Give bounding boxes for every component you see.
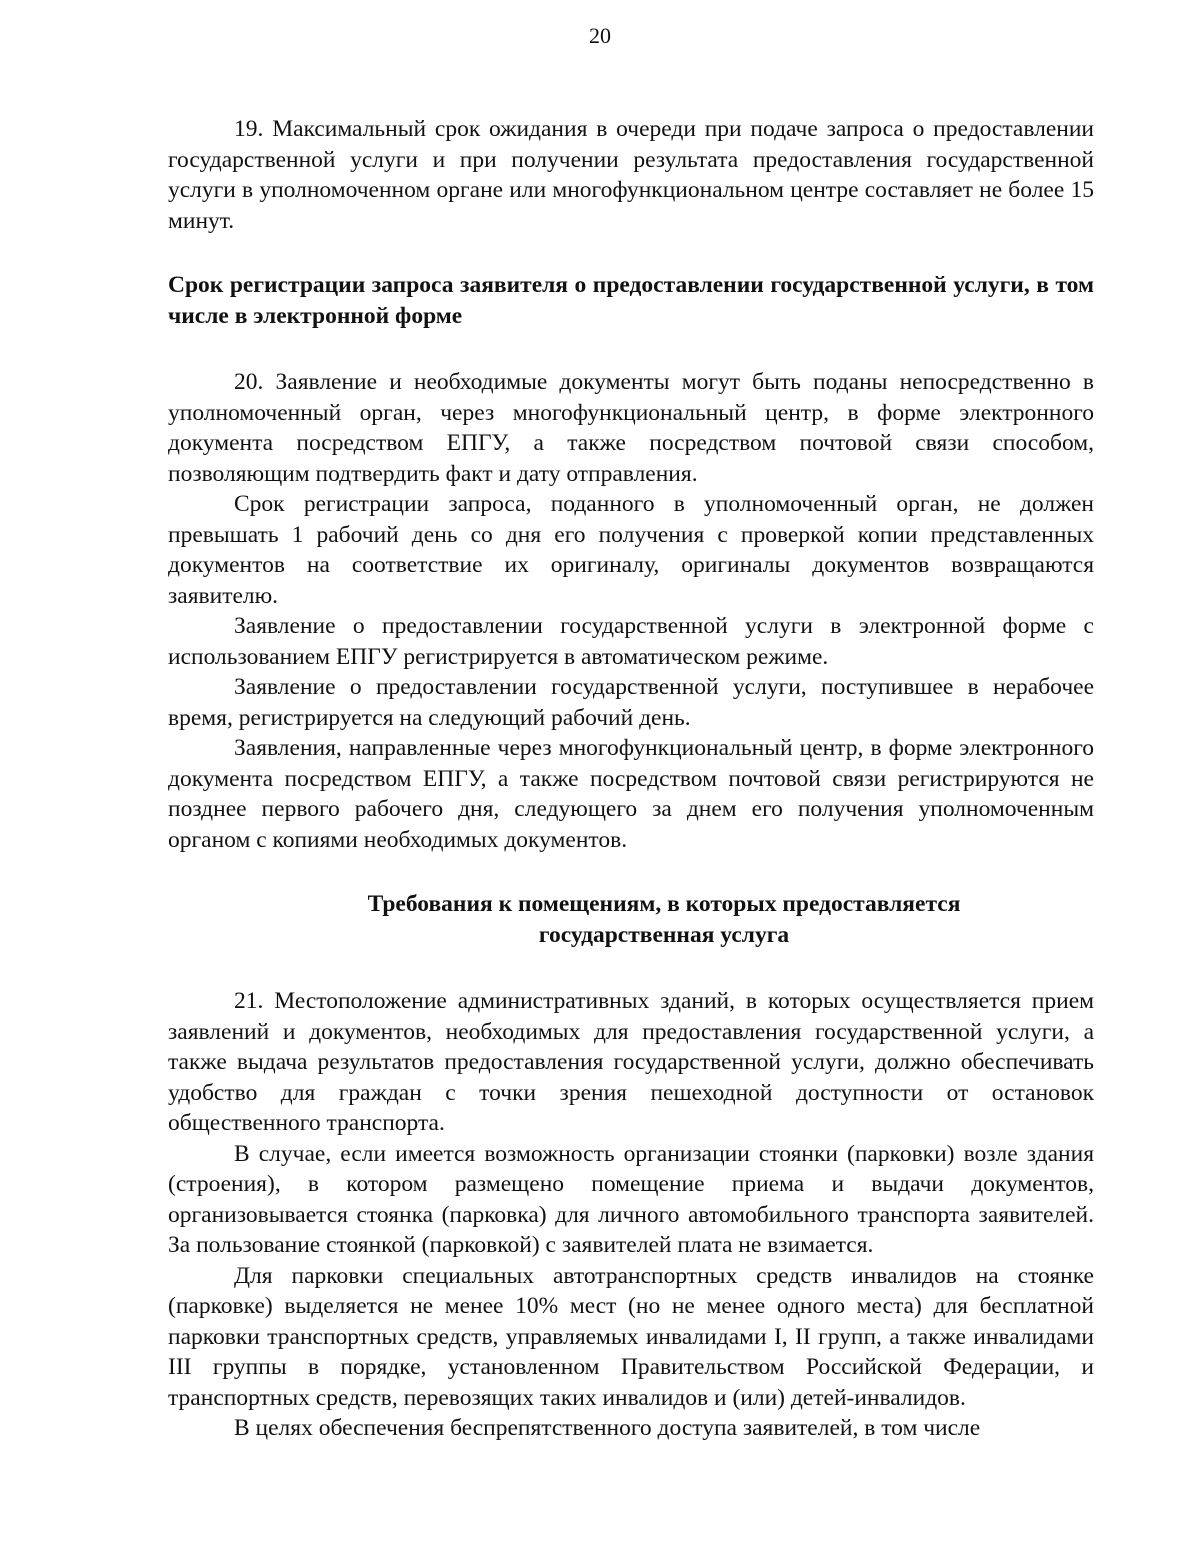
paragraph-21-parking: В случае, если имеется возможность организации стоянки (парковки) возле здания (строения), в котором размещено помещение приема и выдачи документов, организовывается стоянка (парковка) для личного автомобильного транспорта заявителей. За пользование стоянкой (парковкой) с заявителей плата не взимается. [168, 1140, 1094, 1258]
page-number: 20 [589, 23, 611, 48]
paragraph-20-mfc-mail: Заявления, направленные через многофункциональный центр, в форме электронного документа посредством ЕПГУ, а также посредством почтовой связи регистрируются не позднее первого рабочего дня, следующего за днем его получения уполномоченным органом с копиями необходимых документов. [168, 735, 1094, 853]
paragraph-21-access: В целях обеспечения беспрепятственного доступа заявителей, в том числе [234, 1415, 981, 1441]
spacer [168, 950, 1094, 986]
paragraph-20: 20. Заявление и необходимые документы могут быть поданы непосредственно в уполномоченный орган, через многофункциональный центр, в форме электронного документа посредством ЕПГУ, а также посредством почтовой связи способом, позволяющим подтвердить факт и дату отправления. [168, 369, 1094, 487]
spacer [168, 855, 1094, 889]
paragraph-20-registration-term: Срок регистрации запроса, поданного в уполномоченный орган, не должен превышать 1 рабочий день со дня его получения с проверкой копии представленных документов на соответствие их оригиналу, оригиналы документов возвращаются заявителю. [168, 491, 1094, 609]
section-heading-registration: Срок регистрации запроса заявителя о предоставлении государственной услуги, в том числе в электронной форме [168, 272, 1094, 329]
section-heading-premises-line-1: Требования к помещениям, в которых предоставляется [367, 891, 961, 917]
document-body [168, 114, 1094, 1444]
spacer [168, 331, 1094, 367]
spacer [168, 236, 1094, 270]
section-heading-premises-line-2: государственная услуга [538, 921, 790, 948]
paragraph-20-epgu-auto: Заявление о предоставлении государственной услуги в электронной форме с использованием ЕПГУ регистрируется в автоматическом режиме. [168, 613, 1094, 670]
paragraph-19: 19. Максимальный срок ожидания в очереди при подаче запроса о предоставлении государственной услуги и при получении результата предоставления государственной услуги в уполномоченном органе или многофункциональном центре составляет не более 15 минут. [168, 116, 1094, 234]
paragraph-21: 21. Местоположение административных зданий, в которых осуществляется прием заявлений и документов, необходимых для предоставления государственной услуги, а также выдача результатов предоставления государственной услуги, должно обеспечивать удобство для граждан с точки зрения пешеходной доступности от остановок общественного транспорта. [168, 988, 1094, 1136]
paragraph-21-disabled-parking: Для парковки специальных автотранспортных средств инвалидов на стоянке (парковке) выделяется не менее 10% мест (но не менее одного места) для бесплатной парковки транспортных средств, управляемых инвалидами I, II групп, а также инвалидами III группы в порядке, установленном Правительством Российской Федерации, и транспортных средств, перевозящих таких инвалидов и (или) детей-инвалидов. [168, 1262, 1094, 1411]
paragraph-20-non-working-time: Заявление о предоставлении государственной услуги, поступившее в нерабочее время, регистрируется на следующий рабочий день. [168, 674, 1094, 731]
